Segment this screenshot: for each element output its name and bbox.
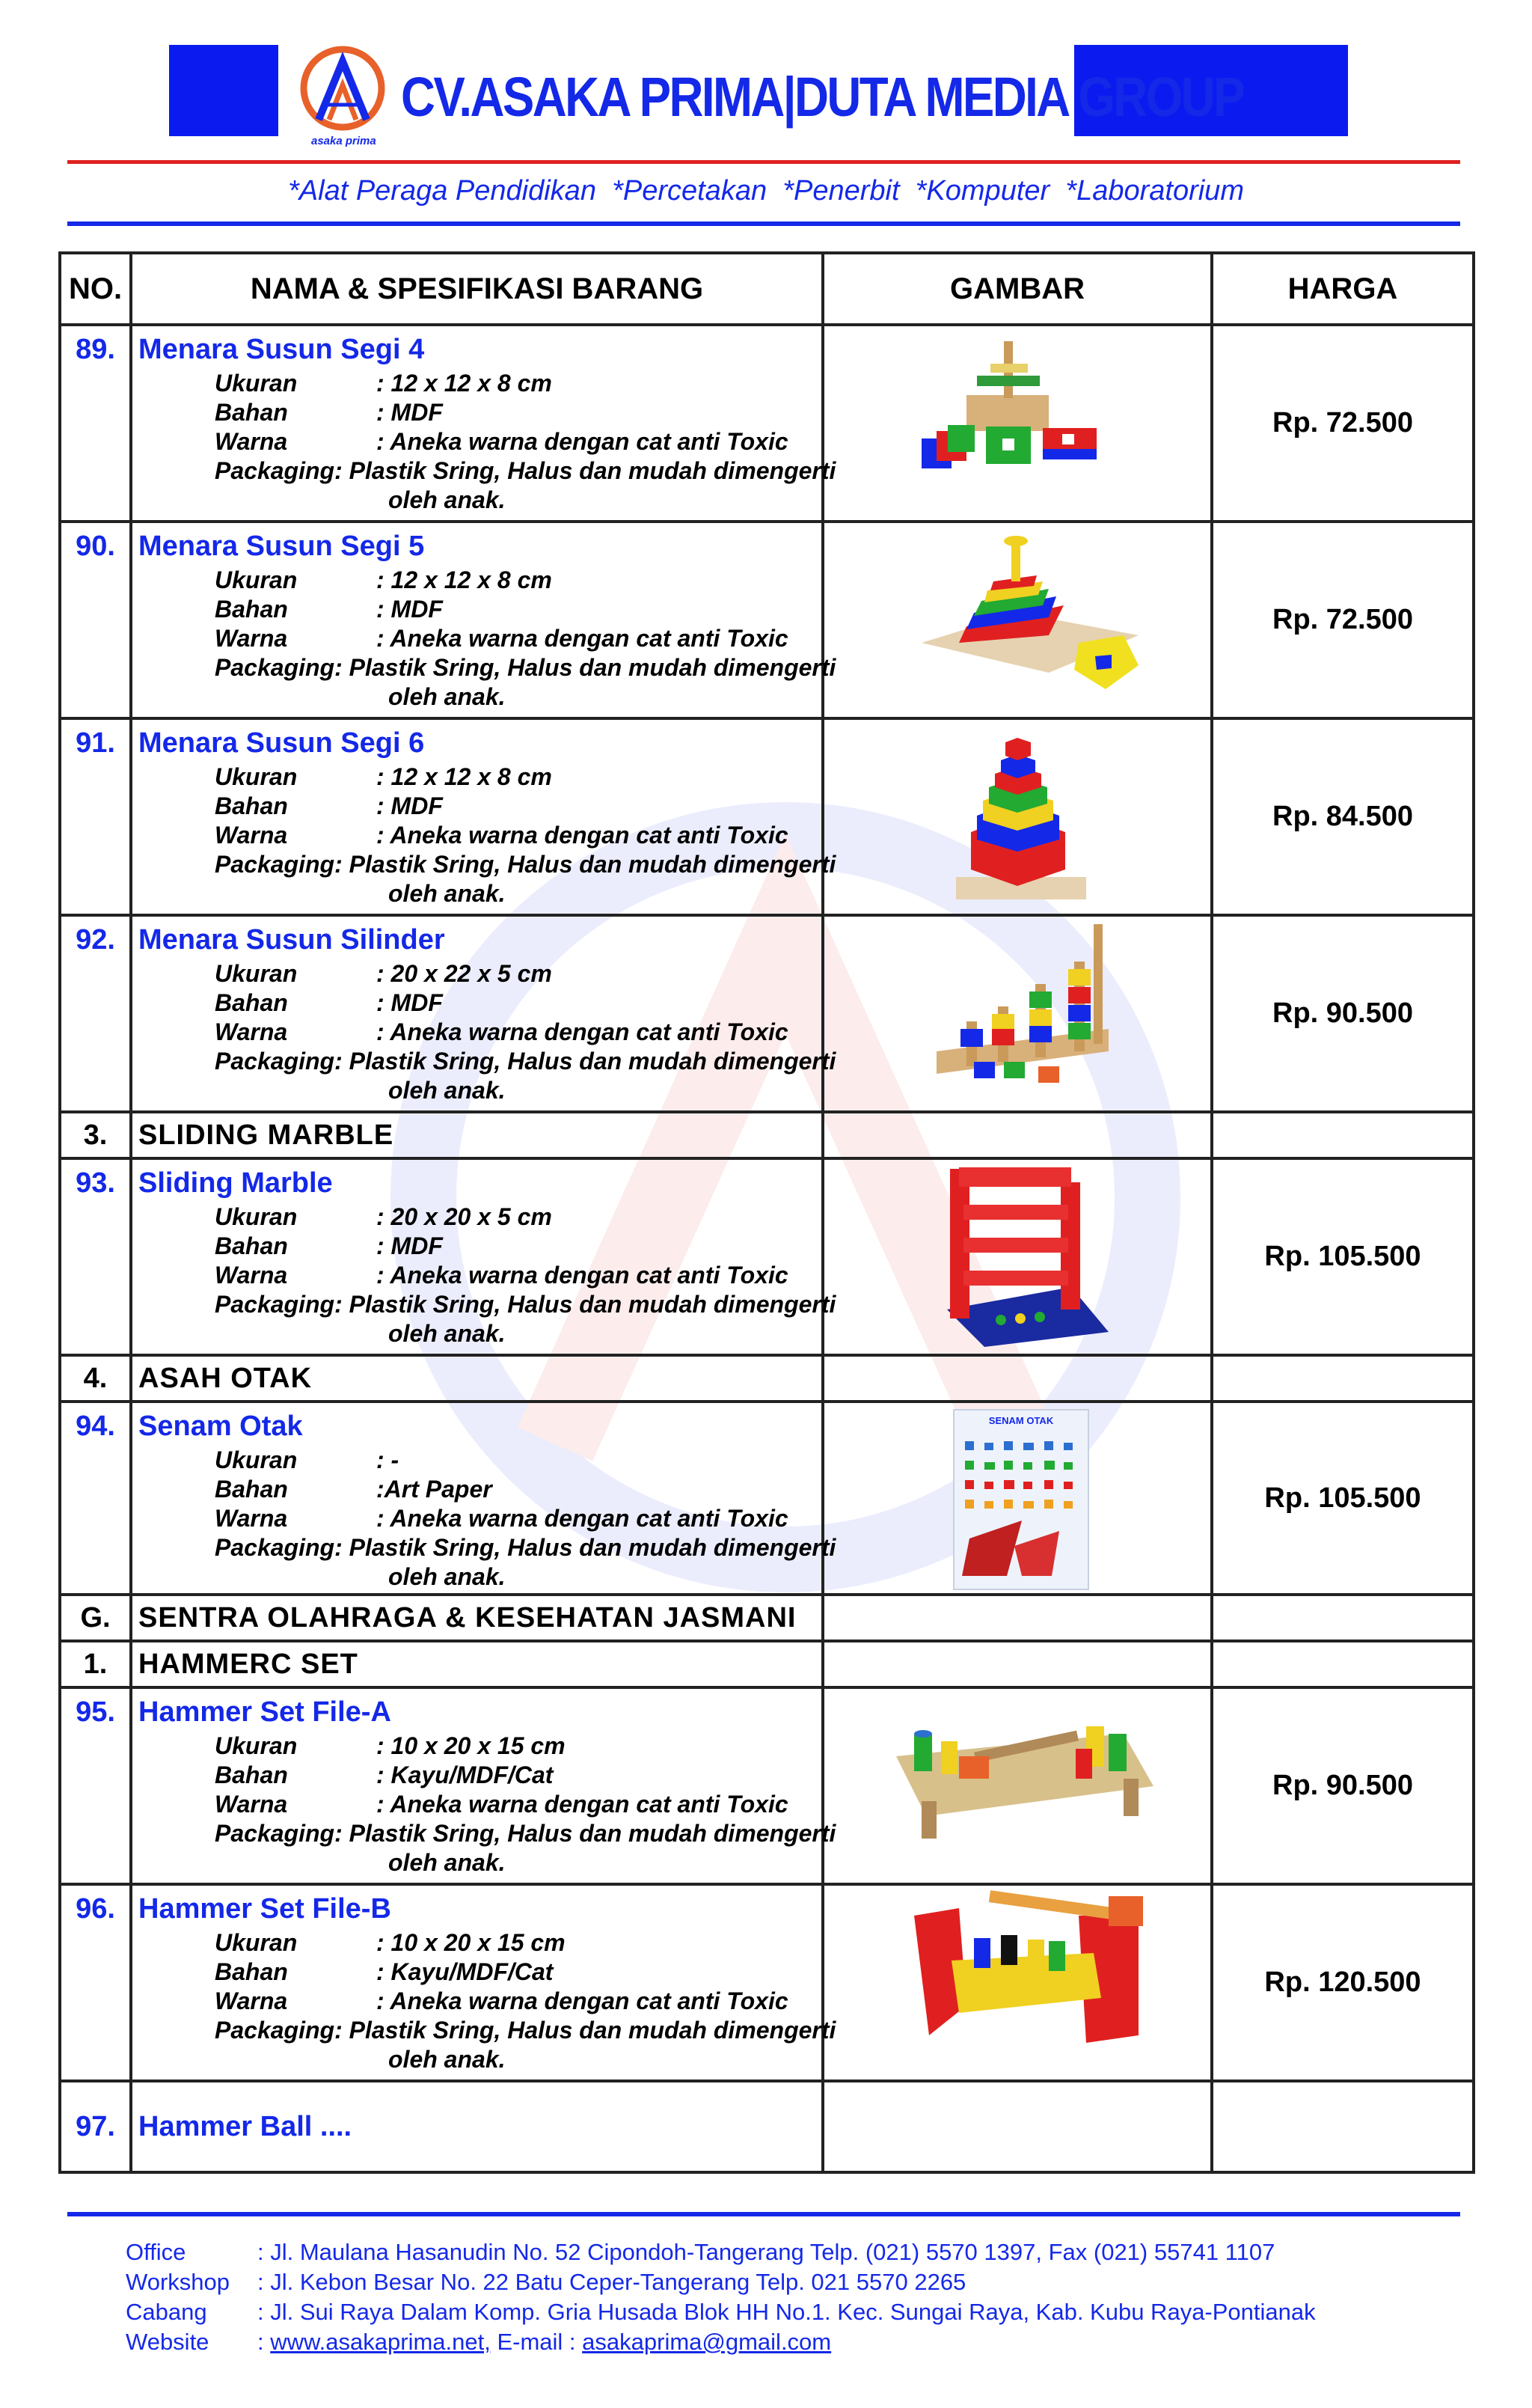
stacking-tower-hexagon-image <box>824 720 1210 910</box>
empty-cell <box>823 2081 1212 2172</box>
item-name: Senam Otak <box>138 1411 303 1442</box>
footer-email-prefix: E-mail : <box>490 2329 583 2355</box>
footer-office-label: Office <box>126 2239 186 2265</box>
footer-office: : Jl. Maulana Hasanudin No. 52 Cipondoh-Tangerang Telp. (021) 5570 1397, Fax (021) 55741 1107 <box>257 2239 1275 2265</box>
item-spec <box>215 1203 836 1348</box>
spec-warna: : Aneka warna dengan cat anti Toxic <box>376 1262 788 1289</box>
stacking-tower-square-image <box>824 326 1210 516</box>
item-number: 97. <box>60 2081 131 2172</box>
section-name: SLIDING MARBLE <box>131 1112 823 1158</box>
table-row <box>60 1158 1474 1355</box>
spec-packaging: : Plastik Sring, Halus dan mudah dimengerti <box>334 1534 836 1561</box>
spec-bahan: : Kayu/MDF/Cat <box>376 1761 554 1788</box>
sliding-marble-image <box>824 1160 1210 1350</box>
item-spec-cell <box>131 325 836 522</box>
col-header-name: NAMA & SPESIFIKASI BARANG <box>131 253 823 325</box>
spec-key: Packaging <box>215 2017 335 2044</box>
item-price: Rp. 72.500 <box>1212 522 1474 718</box>
spec-key: Warna <box>215 1987 288 2014</box>
spec-packaging-cont: oleh anak. <box>388 880 506 907</box>
spec-warna: : Aneka warna dengan cat anti Toxic <box>376 1791 788 1818</box>
spec-warna: : Aneka warna dengan cat anti Toxic <box>376 822 788 849</box>
hammer-set-b-image <box>824 1886 1210 2076</box>
spec-key: Warna <box>215 822 288 849</box>
spec-warna: : Aneka warna dengan cat anti Toxic <box>376 1018 788 1045</box>
spec-packaging-cont: oleh anak. <box>388 1849 506 1876</box>
item-spec-cell <box>131 1158 836 1355</box>
spec-key: Warna <box>215 1262 288 1289</box>
item-price: Rp. 90.500 <box>1212 915 1474 1112</box>
footer-website-label: Website <box>126 2329 209 2355</box>
col-header-price: HARGA <box>1212 253 1474 325</box>
footer-contact <box>126 2237 1316 2357</box>
spec-key: Warna <box>215 625 288 652</box>
spec-ukuran: : 12 x 12 x 8 cm <box>376 763 552 790</box>
item-image-cell <box>823 1158 1212 1355</box>
empty-cell <box>1212 1112 1474 1158</box>
item-spec <box>215 1446 836 1592</box>
spec-key: Bahan <box>215 1761 288 1788</box>
spec-key: Bahan <box>215 399 288 426</box>
stacking-tower-pentagon-image <box>824 523 1210 713</box>
spec-key: Ukuran <box>215 1732 298 1759</box>
item-number: 90. <box>60 522 131 718</box>
header-rule-blue <box>67 221 1460 226</box>
section-row <box>60 1355 1474 1402</box>
item-spec <box>215 369 836 515</box>
spec-ukuran: : 12 x 12 x 8 cm <box>376 370 552 397</box>
spec-key: Packaging <box>215 1820 335 1847</box>
spec-key: Packaging <box>215 654 335 681</box>
item-image-cell <box>823 1402 1212 1595</box>
item-spec-cell <box>131 1402 836 1595</box>
table-row <box>60 718 1474 915</box>
empty-cell <box>823 1641 1212 1687</box>
item-spec <box>215 959 836 1105</box>
item-price: Rp. 105.500 <box>1212 1158 1474 1355</box>
spec-ukuran: : 12 x 12 x 8 cm <box>376 566 552 593</box>
spec-bahan: : MDF <box>376 989 443 1016</box>
spec-key: Ukuran <box>215 1203 298 1230</box>
spec-ukuran: : 10 x 20 x 15 cm <box>376 1732 566 1759</box>
item-number: 91. <box>60 718 131 915</box>
spec-bahan: : MDF <box>376 792 443 819</box>
item-spec-cell <box>131 718 836 915</box>
item-number: 92. <box>60 915 131 1112</box>
item-name: Hammer Set File-B <box>138 1893 391 1925</box>
item-image-cell <box>823 915 1212 1112</box>
spec-key: Bahan <box>215 989 288 1016</box>
section-name: ASAH OTAK <box>131 1355 823 1402</box>
spec-packaging-cont: oleh anak. <box>388 1563 506 1590</box>
spec-bahan: : MDF <box>376 1232 443 1259</box>
spec-bahan: : Kayu/MDF/Cat <box>376 1958 554 1985</box>
table-header-row <box>60 253 1474 325</box>
spec-key: Ukuran <box>215 1929 298 1956</box>
item-price: Rp. 72.500 <box>1212 325 1474 522</box>
item-image-cell <box>823 718 1212 915</box>
item-number: 94. <box>60 1402 131 1595</box>
table-row <box>60 2081 1474 2172</box>
section-name: SENTRA OLAHRAGA & KESEHATAN JASMANI <box>131 1595 823 1641</box>
item-name: Sliding Marble <box>138 1167 333 1199</box>
spec-ukuran: : 20 x 22 x 5 cm <box>376 960 552 987</box>
item-price <box>1212 2081 1474 2172</box>
item-spec <box>215 1732 836 1877</box>
col-header-no: NO. <box>60 253 131 325</box>
header-rule-red <box>67 160 1460 164</box>
company-logo <box>296 42 390 154</box>
spec-key: Packaging <box>215 457 335 484</box>
spec-packaging-cont: oleh anak. <box>388 1320 506 1347</box>
item-spec-cell <box>131 915 836 1112</box>
item-spec-cell <box>131 2081 823 2172</box>
item-price: Rp. 84.500 <box>1212 718 1474 915</box>
spec-packaging: : Plastik Sring, Halus dan mudah dimengerti <box>334 654 836 681</box>
item-spec <box>215 1928 836 2074</box>
spec-key: Warna <box>215 1791 288 1818</box>
hammer-set-a-image <box>824 1689 1210 1879</box>
spec-key: Bahan <box>215 1476 288 1503</box>
item-name: Menara Susun Segi 6 <box>138 727 425 759</box>
section-name: HAMMERC SET <box>131 1641 823 1687</box>
item-name: Menara Susun Silinder <box>138 924 445 956</box>
website-link[interactable]: www.asakaprima.net, <box>270 2329 491 2355</box>
table-row <box>60 325 1474 522</box>
item-spec <box>215 566 836 712</box>
spec-bahan: : MDF <box>376 399 443 426</box>
empty-cell <box>823 1355 1212 1402</box>
item-spec-cell <box>131 1884 836 2081</box>
footer-cabang: : Jl. Sui Raya Dalam Komp. Gria Husada Blok HH No.1. Kec. Sungai Raya, Kab. Kubu Raya-Pontianak <box>257 2299 1316 2325</box>
poster-shapes-icon <box>955 1426 1088 1583</box>
spec-packaging-cont: oleh anak. <box>388 2046 506 2073</box>
company-name: CV.ASAKA PRIMA|DUTA MEDIA GROUP <box>401 66 1243 128</box>
table-row <box>60 522 1474 718</box>
tagline: *Alat Peraga Pendidikan *Percetakan *Penerbit *Komputer *Laboratorium <box>288 175 1244 207</box>
spec-key: Bahan <box>215 1232 288 1259</box>
spec-key: Warna <box>215 1505 288 1532</box>
email-link[interactable]: asakaprima@gmail.com <box>582 2329 832 2355</box>
item-price: Rp. 120.500 <box>1212 1884 1474 2081</box>
item-number: 95. <box>60 1687 131 1884</box>
item-image-cell <box>823 522 1212 718</box>
empty-cell <box>1212 1595 1474 1641</box>
header-block-left <box>169 45 278 136</box>
table-row <box>60 1687 1474 1884</box>
spec-key: Packaging <box>215 1534 335 1561</box>
section-number: 3. <box>60 1112 131 1158</box>
spec-packaging: : Plastik Sring, Halus dan mudah dimengerti <box>334 457 836 484</box>
item-spec-cell <box>131 522 836 718</box>
spec-packaging: : Plastik Sring, Halus dan mudah dimengerti <box>334 851 836 878</box>
spec-key: Packaging <box>215 1048 335 1075</box>
section-number: G. <box>60 1595 131 1641</box>
col-header-image: GAMBAR <box>823 253 1212 325</box>
section-row <box>60 1112 1474 1158</box>
senam-otak-poster-image <box>953 1409 1089 1590</box>
spec-key: Packaging <box>215 851 335 878</box>
spec-ukuran: : - <box>376 1446 399 1473</box>
item-number: 96. <box>60 1884 131 2081</box>
spec-packaging: : Plastik Sring, Halus dan mudah dimengerti <box>334 1291 836 1318</box>
product-table <box>58 251 1475 2174</box>
cylinder-stacker-image <box>824 917 1210 1107</box>
item-name: Hammer Set File-A <box>138 1696 391 1728</box>
footer-workshop-label: Workshop <box>126 2269 230 2295</box>
poster-title: SENAM OTAK <box>988 1415 1054 1426</box>
item-name: Menara Susun Segi 5 <box>138 531 425 562</box>
spec-key: Ukuran <box>215 370 298 397</box>
spec-key: Ukuran <box>215 1446 298 1473</box>
spec-warna: : Aneka warna dengan cat anti Toxic <box>376 625 788 652</box>
spec-key: Warna <box>215 428 288 455</box>
spec-bahan: : MDF <box>376 596 443 623</box>
spec-ukuran: : 20 x 20 x 5 cm <box>376 1203 552 1230</box>
item-image-cell <box>823 1687 1212 1884</box>
section-row <box>60 1641 1474 1687</box>
spec-warna: : Aneka warna dengan cat anti Toxic <box>376 1505 788 1532</box>
empty-cell <box>823 1112 1212 1158</box>
footer-cabang-label: Cabang <box>126 2299 207 2325</box>
item-spec <box>215 763 836 908</box>
spec-packaging-cont: oleh anak. <box>388 486 506 513</box>
table-row <box>60 915 1474 1112</box>
spec-packaging-cont: oleh anak. <box>388 683 506 710</box>
section-row <box>60 1595 1474 1641</box>
spec-key: Bahan <box>215 1958 288 1985</box>
table-row <box>60 1402 1474 1595</box>
item-name: Menara Susun Segi 4 <box>138 334 425 365</box>
item-price: Rp. 90.500 <box>1212 1687 1474 1884</box>
item-name: Hammer Ball .... <box>138 2110 352 2142</box>
section-number: 4. <box>60 1355 131 1402</box>
spec-key: Packaging <box>215 1291 335 1318</box>
empty-cell <box>1212 1355 1474 1402</box>
spec-key: Bahan <box>215 792 288 819</box>
spec-packaging-cont: oleh anak. <box>388 1077 506 1104</box>
spec-packaging: : Plastik Sring, Halus dan mudah dimengerti <box>334 1048 836 1075</box>
table-row <box>60 1884 1474 2081</box>
section-number: 1. <box>60 1641 131 1687</box>
spec-key: Ukuran <box>215 566 298 593</box>
spec-packaging: : Plastik Sring, Halus dan mudah dimengerti <box>334 2017 836 2044</box>
spec-key: Ukuran <box>215 960 298 987</box>
spec-key: Bahan <box>215 596 288 623</box>
item-number: 89. <box>60 325 131 522</box>
item-image-cell <box>823 325 1212 522</box>
footer-rule-blue <box>67 2212 1460 2216</box>
logo-caption: asaka prima <box>311 135 376 147</box>
spec-bahan: :Art Paper <box>376 1476 492 1503</box>
item-number: 93. <box>60 1158 131 1355</box>
empty-cell <box>823 1595 1212 1641</box>
footer-workshop: : Jl. Kebon Besar No. 22 Batu Ceper-Tangerang Telp. 021 5570 2265 <box>257 2269 966 2295</box>
spec-packaging: : Plastik Sring, Halus dan mudah dimengerti <box>334 1820 836 1847</box>
spec-key: Ukuran <box>215 763 298 790</box>
spec-warna: : Aneka warna dengan cat anti Toxic <box>376 428 788 455</box>
spec-warna: : Aneka warna dengan cat anti Toxic <box>376 1987 788 2014</box>
item-spec-cell <box>131 1687 836 1884</box>
item-price: Rp. 105.500 <box>1212 1402 1474 1595</box>
footer-website-prefix: : <box>257 2329 271 2355</box>
spec-ukuran: : 10 x 20 x 15 cm <box>376 1929 566 1956</box>
item-image-cell <box>823 1884 1212 2081</box>
empty-cell <box>1212 1641 1474 1687</box>
spec-key: Warna <box>215 1018 288 1045</box>
